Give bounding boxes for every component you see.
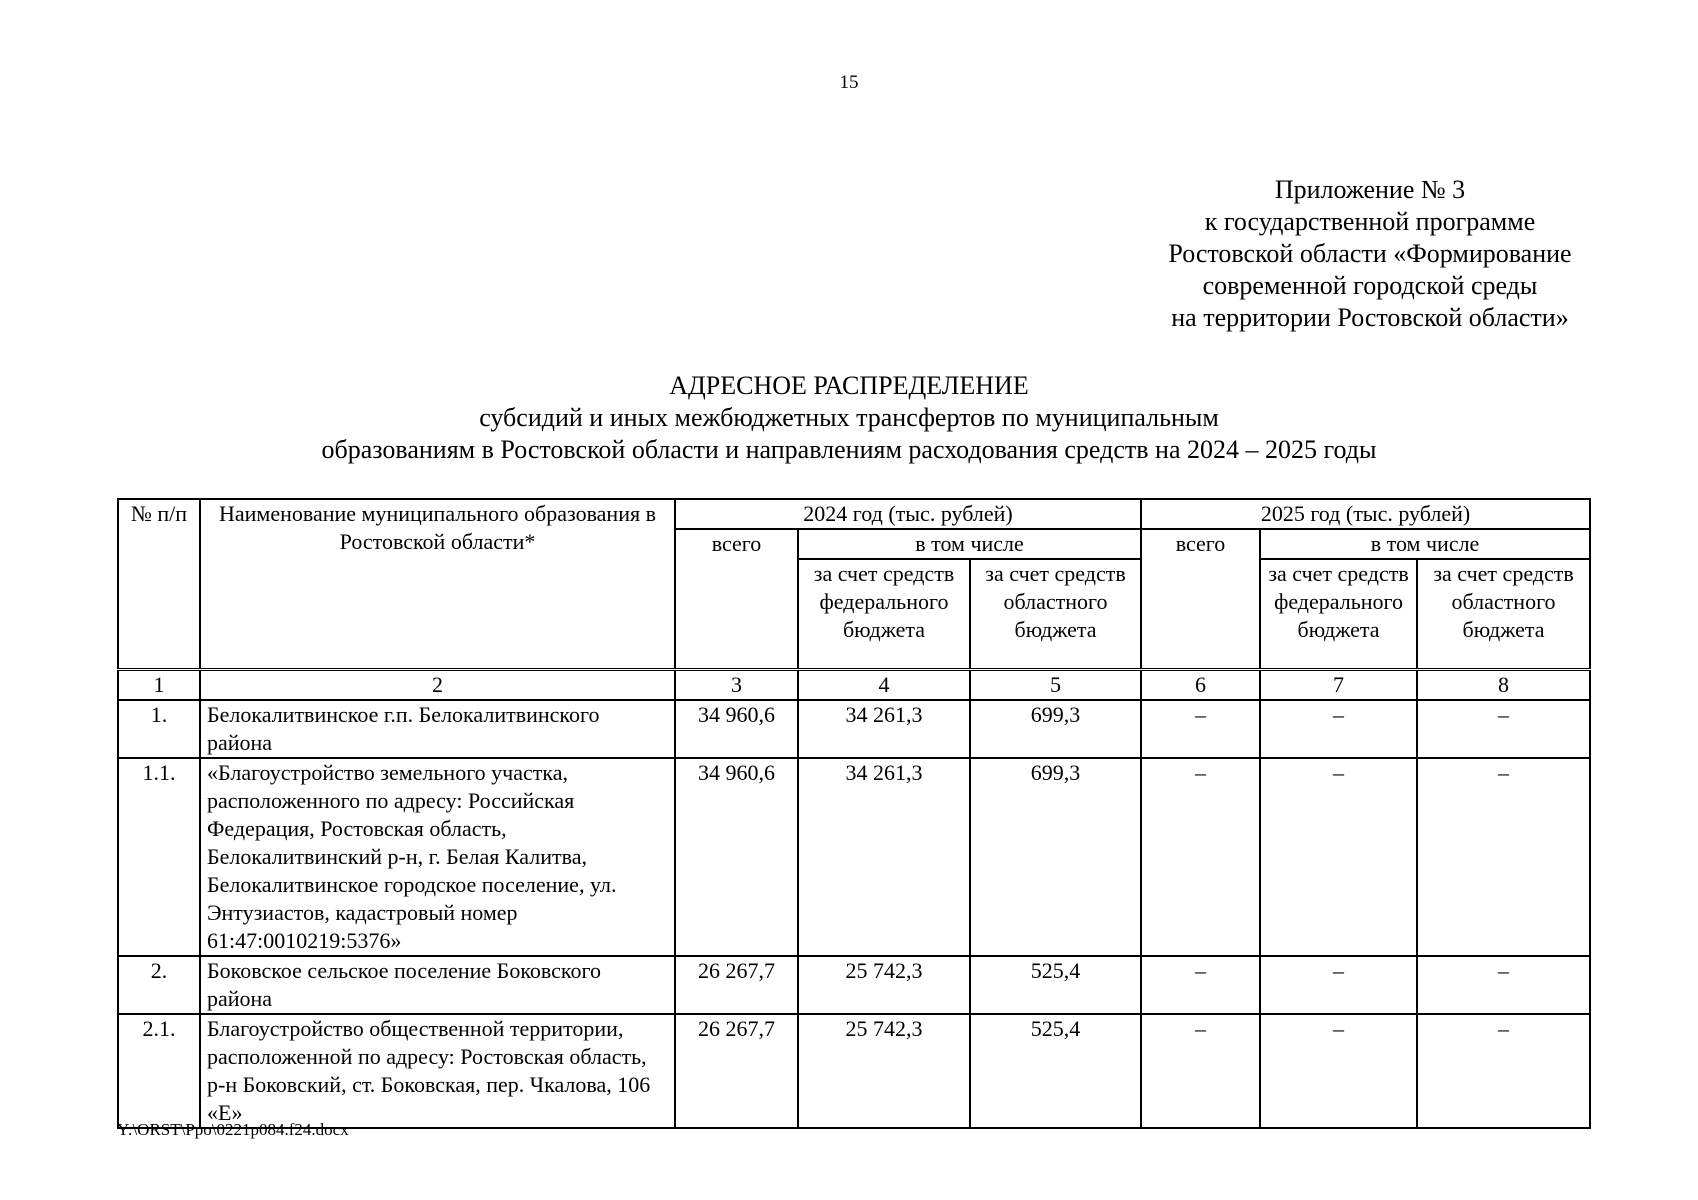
regional-2025: – <box>1417 758 1590 956</box>
total-2024: 26 267,7 <box>675 1014 798 1128</box>
federal-2024: 34 261,3 <box>798 758 970 956</box>
federal-2025: – <box>1260 700 1417 758</box>
column-number: 1 <box>118 670 200 701</box>
header-year-2024: 2024 год (тыс. рублей) <box>675 499 1141 529</box>
row-number: 1. <box>118 700 200 758</box>
regional-2024: 525,4 <box>970 1014 1141 1128</box>
federal-2024: 34 261,3 <box>798 700 970 758</box>
row-number: 2.1. <box>118 1014 200 1128</box>
municipality-name: Белокалитвинское г.п. Белокалитвинского района <box>200 700 675 758</box>
row-number: 2. <box>118 956 200 1014</box>
header-name: Наименование муниципального образования в Ростовской области* <box>200 499 675 670</box>
appendix-block <box>1140 174 1600 334</box>
municipality-name: «Благоустройство земельного участка, расположенного по адресу: Российская Федерация, Ростовская область, Белокалитвинский р-н, г. Белая Калитва, Белокалитвинское городское поселение, ул. Энтузиастов, кадастровый номер 61:47:0010219:5376» <box>200 758 675 956</box>
header-including-2024: в том числе <box>798 529 1141 559</box>
regional-2025: – <box>1417 956 1590 1014</box>
distribution-table <box>117 498 1591 1129</box>
regional-2024: 699,3 <box>970 758 1141 956</box>
table-row <box>118 700 1590 758</box>
regional-2024: 699,3 <box>970 700 1141 758</box>
column-numbers-row <box>118 670 1590 701</box>
total-2024: 26 267,7 <box>675 956 798 1014</box>
regional-2025: – <box>1417 1014 1590 1128</box>
page-number: 15 <box>839 72 859 93</box>
header-federal-2025: за счет средств федерального бюджета <box>1260 559 1417 670</box>
header-year-2025: 2025 год (тыс. рублей) <box>1141 499 1590 529</box>
title-subtitle: субсидий и иных межбюджетных трансфертов по муниципальным <box>479 403 1219 432</box>
appendix-line: на территории Ростовской области» <box>1171 303 1569 332</box>
table-row <box>118 1014 1590 1128</box>
column-number: 4 <box>798 670 970 701</box>
header-regional-2025: за счет средств областного бюджета <box>1417 559 1590 670</box>
total-2024: 34 960,6 <box>675 700 798 758</box>
title-subtitle: образованиям в Ростовской области и направлениям расходования средств на 2024 – 2025 годы <box>321 435 1377 464</box>
appendix-line: Приложение № 3 <box>1274 175 1466 204</box>
federal-2024: 25 742,3 <box>798 956 970 1014</box>
column-number: 6 <box>1141 670 1260 701</box>
federal-2025: – <box>1260 758 1417 956</box>
header-including-2025: в том числе <box>1260 529 1590 559</box>
row-number: 1.1. <box>118 758 200 956</box>
column-number: 7 <box>1260 670 1417 701</box>
appendix-line: современной городской среды <box>1202 271 1538 300</box>
total-2024: 34 960,6 <box>675 758 798 956</box>
federal-2025: – <box>1260 1014 1417 1128</box>
total-2025: – <box>1141 956 1260 1014</box>
total-2025: – <box>1141 758 1260 956</box>
total-2025: – <box>1141 1014 1260 1128</box>
total-2025: – <box>1141 700 1260 758</box>
column-number: 3 <box>675 670 798 701</box>
column-number: 8 <box>1417 670 1590 701</box>
header-total-2025: всего <box>1141 529 1260 670</box>
table-row <box>118 758 1590 956</box>
column-number: 5 <box>970 670 1141 701</box>
document-title <box>0 370 1698 466</box>
column-number: 2 <box>200 670 675 701</box>
regional-2025: – <box>1417 700 1590 758</box>
appendix-line: к государственной программе <box>1204 207 1536 236</box>
federal-2025: – <box>1260 956 1417 1014</box>
header-regional-2024: за счет средств областного бюджета <box>970 559 1141 670</box>
footer-file-path: Y:\ORST\Ppo\0221p084.f24.docx <box>117 1120 349 1139</box>
title-heading: АДРЕСНОЕ РАСПРЕДЕЛЕНИЕ <box>669 371 1029 400</box>
header-total-2024: всего <box>675 529 798 670</box>
municipality-name: Благоустройство общественной территории, расположенной по адресу: Ростовская область, р-н Боковский, ст. Боковская, пер. Чкалова, 106 «Е» <box>200 1014 675 1128</box>
table-row <box>118 956 1590 1014</box>
appendix-line: Ростовской области «Формирование <box>1168 239 1572 268</box>
header-num: № п/п <box>118 499 200 670</box>
header-federal-2024: за счет средств федерального бюджета <box>798 559 970 670</box>
municipality-name: Боковское сельское поселение Боковского района <box>200 956 675 1014</box>
regional-2024: 525,4 <box>970 956 1141 1014</box>
federal-2024: 25 742,3 <box>798 1014 970 1128</box>
